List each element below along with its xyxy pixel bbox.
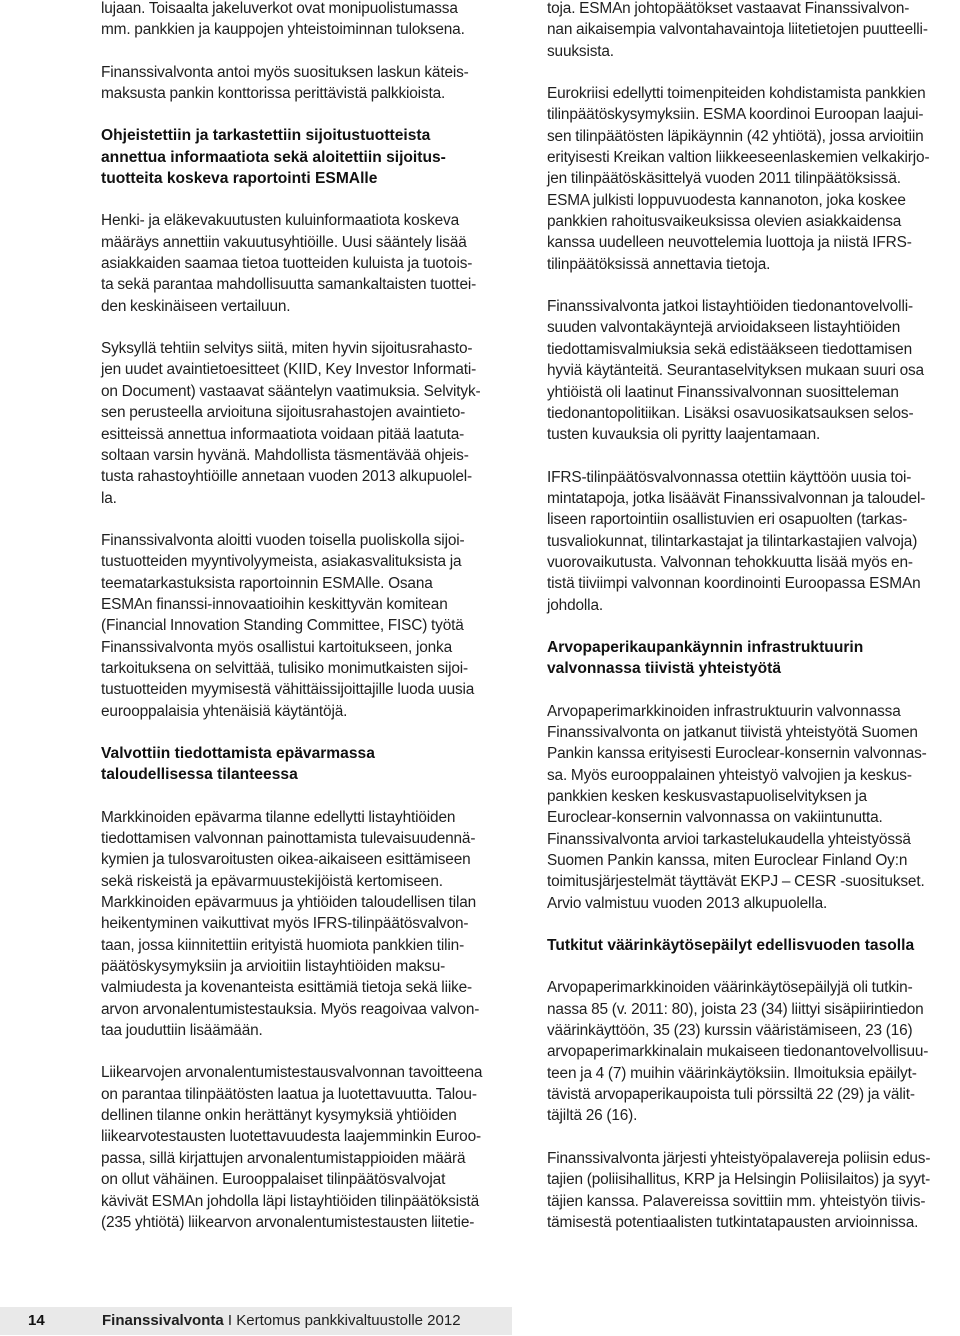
- footer-title: [102, 1312, 461, 1329]
- paragraph-continued-right: toja. ESMAn johtopäätökset vastaavat Finanssivalvon- nan aikaisempia valvontahavaintoja liitetietojen puutteelli- suuksista.: [547, 0, 928, 60]
- paragraph-pension-costs: Henki- ja eläkevakuutusten kuluinformaatiota koskeva määräys annettiin vakuutusyhtiöille. Uusi sääntely lisää asiakkaiden saamaa tietoa tuotteiden kuluista ja tuotois- ta sekä parantaa mahdollisuutta samankaltaisten tuottei- den keskinäiseen vertailuun.: [101, 212, 477, 315]
- heading-disclosure: Valvottiin tiedottamista epävarmassa taloudellisessa tilanteessa: [101, 744, 375, 784]
- paragraph-market-uncertainty: Markkinoiden epävarma tilanne edellytti listayhtiöiden tiedottamisen valvonnan painottamista tulevaisuudennä- kymien ja tulosvaroitusten oikea-aikaiseen esittämiseen sekä riskeistä ja epävarmuustekijöistä kertomiseen. Markkinoiden epävarmuus ja yhtiöiden taloudellisen tilan heikentyminen vaikuttivat myös IFRS-tilinpäätösvalvon- taan, jossa kiinnitettiin erityistä huomiota pankkien tilin- päätöskysymyksiin ja arvioitiin listayhtiöiden maksu- valmiudesta ja kovenanteista esittämiä tietoja sekä liike- arvon arvonalentumistestauksia. Myös reagoivaa valvon- taa jouduttiin lisäämään.: [101, 808, 480, 1040]
- paragraph-kiid: Syksyllä tehtiin selvitys siitä, miten hyvin sijoitusrahasto- jen uudet avaintietoesitteet (KIID, Key Investor Informati- on Document) vastaavat sääntelyn vaatimuksia. Selvityk- sen perusteella arvioituna sijoitusrahastojen avaintieto- esitteissä annettua informaatiota voidaan pitää laatuta- soltaan varsin hyvänä. Mahdollista täsmentävää ohjeis- tusta rahastoyhtiöille annetaan vuoden 2013 alkupuolel- la.: [101, 340, 481, 507]
- paragraph-euroclear: Arvopaperimarkkinoiden infrastruktuurin valvonnassa Finanssivalvonta on jatkanut tiivistä yhteistyötä Suomen Pankin kanssa erityisesti Euroclear-konsernin valvonnas- sa. Myös eurooppalainen yhteistyö valvojien ja keskus- pankkien kesken keskusvastapuoliselvityksen ja Euroclear-konsernin valvonnassa on vakiintunutta. Finanssivalvonta arvioi tarkastelukaudella yhteistyössä Suomen Pankin kanssa, miten Euroclear Finland Oy:n toimitusjärjestelmät täyttävät EKPJ – CESR -suositukset. Arvio valmistuu vuoden 2013 alkupuolella.: [547, 702, 927, 912]
- paragraph-continued: lujaan. Toisaalta jakeluverkot ovat monipuolistumassa mm. pankkien ja kauppojen yhteistoiminnan tuloksena.: [101, 0, 465, 39]
- page-number: 14: [28, 1312, 45, 1329]
- heading-infrastructure: Arvopaperikaupankäynnin infrastruktuurin valvonnassa tiivistä yhteistyötä: [547, 638, 864, 678]
- paragraph-police-cooperation: Finanssivalvonta järjesti yhteistyöpalavereja poliisin edus- tajien (poliisihallitus, KRP ja Helsingin Poliisilaitos) ja syyt- täjien kanssa. Palavereissa sovittiin mm. yhteistyön tiivis- tämisestä potentiaalisten tutkintatapausten arvioinnissa.: [547, 1149, 931, 1231]
- left-column: [101, 0, 514, 1233]
- paragraph-eurocrisis: Eurokriisi edellytti toimenpiteiden kohdistamista pankkien tilinpäätöskysymyksiin. ESMA koordinoi Euroopan laajui- sen tilinpäätösten läpikäynnin (42 yhtiötä), jossa arvioitiin erityisesti Kreikan valtion liikkeeseenlaskemien velkakirjo- jen tilinpäätöskäsittelyä vuoden 2011 tilinpäätöksissä. ESMA julkisti loppuvuodesta kannanoton, joka koskee pankkien rahoitusvaikeuksissa olevien asiakkaidensa kanssa uudelleen neuvottelemia luottoja ja niistä IFRS- tilinpäätöksissä annettavia tietoja.: [547, 85, 930, 273]
- publication-name: Finanssivalvonta: [102, 1312, 224, 1329]
- right-column: [547, 0, 960, 1233]
- heading-investment-products: Ohjeistettiin ja tarkastettiin sijoitustuotteista annettua informaatiota sekä aloitettiin sijoitus- tuotteita koskeva raportointi ESMAlle: [101, 127, 446, 188]
- heading-market-abuse: Tutkitut väärinkäytösepäilyt edellisvuoden tasolla: [547, 937, 915, 955]
- paragraph-fisc: Finanssivalvonta aloitti vuoden toisella puoliskolla sijoi- tustuotteiden myyntivolyymeista, asiakasvalituksista ja teematarkastuksista raportoinnin ESMAlle. Osana ESMAn finanssi-innovaatioihin keskittyvän komitean (Financial Innovation Standing Committee, FISC) työtä Finanssivalvonta myös osallistui kartoitukseen, jonka tarkoituksena on selvittää, tulisiko monimutkaisten sijoi- tustuotteiden myymisestä vähittäissijoittajille luoda uusia eurooppalaisia yhtenäisiä käytäntöjä.: [101, 531, 475, 720]
- paragraph-cash-fees: Finanssivalvonta antoi myös suosituksen laskun käteis- maksusta pankin konttorissa perittävistä palkkioista.: [101, 63, 469, 103]
- page-footer: [0, 1307, 512, 1335]
- paragraph-goodwill: Liikearvojen arvonalentumistestausvalvonnan tavoitteena on parantaa tilinpäätösten laatua ja luotettavuutta. Talou- dellinen tilanne onkin herättänyt kysymyksiä yhtiöiden liikearvotestausten luotettavuudesta laajemminkin Euroo- passa, sillä kirjattujen arvonalentumistappioiden määrä on ollut vähäinen. Eurooppalaiset tilinpäätösvalvojat kävivät ESMAn johdolla läpi listayhtiöiden tilinpäätöksistä (235 yhtiötä) liikearvon arvonalentumistestausten liitetie-: [101, 1064, 483, 1231]
- paragraph-listed-companies: Finanssivalvonta jatkoi listayhtiöiden tiedonantovelvolli- suuden valvontakäyntejä arvioidakseen listayhtiöiden tiedottamisvalmiuksia sekä edistääkseen tiedottamisen hyviä käytänteitä. Seurantaselvityksen mukaan suuri osa yhtiöistä oli laatinut Finanssivalvonnan suositteleman tiedonantopolitiikan. Lisäksi osavuosikatsauksen selos- tusten kuvauksia oli pyritty laajentamaan.: [547, 298, 924, 444]
- paragraph-ifrs: IFRS-tilinpäätösvalvonnassa otettiin käyttöön uusia toi- mintatapoja, jotka lisäävät Finanssivalvonnan ja taloudel- liseen raportointiin osallistuvien eri osapuolten (tarkas- tusvaliokunnat, tilintarkastajat ja tilintarkastajien valvoja) vuorovaikutusta. Valvonnan tehokkuutta lisää myös en- tistä tiiviimpi valvonnan koordinointi Euroopassa ESMAn johdolla.: [547, 468, 926, 614]
- report-title: Kertomus pankkivaltuustolle 2012: [236, 1312, 461, 1329]
- paragraph-market-abuse: Arvopaperimarkkinoiden väärinkäytösepäilyjä oli tutkin- nassa 85 (v. 2011: 80), joista 23 (34) liittyi sisäpiirintiedon väärinkäyttöön, 35 (23) kurssin vääristämiseen, 23 (16) arvopaperimarkkinalain mukaiseen tiedonantovelvollisuu- teen ja 4 (7) muihin väärinkäytöksiin. Ilmoituksia epäilyt- tävistä arvopaperikaupoista tuli pörssiltä 22 (29) ja välit- täjiltä 26 (16).: [547, 979, 929, 1125]
- footer-separator: I: [223, 1312, 237, 1329]
